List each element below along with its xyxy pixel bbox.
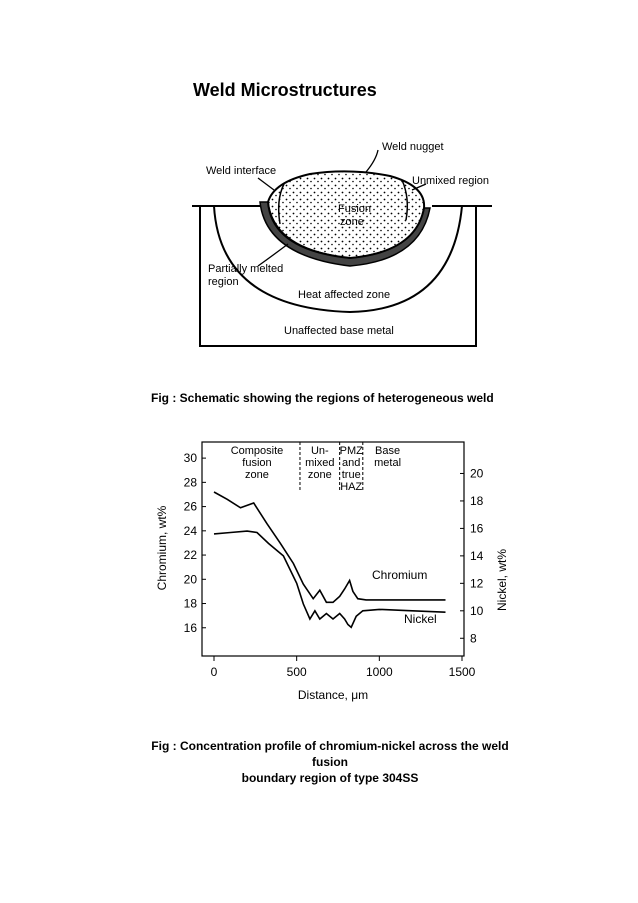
figure2-caption-line2: boundary region of type 304SS — [241, 771, 419, 785]
y-tick-label-16: 16 — [183, 620, 197, 635]
label-partially-melted: Partially melted — [208, 263, 284, 275]
label-base-metal: Unaffected base metal — [284, 325, 394, 337]
x-tick-label-500: 500 — [286, 665, 307, 679]
label-haz: Heat affected zone — [298, 289, 391, 301]
zone-label-1-2: zone — [307, 469, 332, 481]
y-tick-label-20: 20 — [183, 572, 197, 587]
y-tick-label-24: 24 — [183, 523, 197, 538]
y2-tick-label-12: 12 — [470, 576, 484, 591]
zone-label-2-1: and — [342, 457, 361, 469]
zone-label-0-1: fusion — [242, 457, 272, 469]
y2-tick-label-20: 20 — [470, 466, 484, 481]
series-line-chromium — [214, 492, 446, 602]
figure2-caption-line1: Fig : Concentration profile of chromium-nickel across the weld fusion — [151, 739, 509, 769]
zone-label-0-2: zone — [245, 469, 269, 481]
y-tick-label-22: 22 — [183, 548, 197, 563]
zone-label-3-1: metal — [374, 457, 402, 469]
y-tick-label-28: 28 — [183, 475, 197, 490]
x-tick-label-0: 0 — [210, 665, 218, 679]
y2-tick-label-10: 10 — [470, 603, 484, 618]
y2-tick-label-8: 8 — [470, 631, 477, 646]
label-weld-interface: Weld interface — [206, 165, 277, 177]
figure1-caption: Fig : Schematic showing the regions of heterogeneous weld — [151, 391, 494, 405]
zone-label-1-1: mixed — [305, 457, 335, 469]
y2-tick-label-14: 14 — [470, 548, 484, 563]
label-weld-nugget: Weld nugget — [382, 141, 444, 153]
x-tick-label-1500: 1500 — [448, 665, 476, 679]
zone-label-3-0: Base — [375, 445, 401, 457]
zone-label-2-0: PMZ — [339, 445, 363, 457]
y-tick-label-26: 26 — [183, 499, 197, 514]
y-tick-label-18: 18 — [183, 596, 197, 611]
series-label-chromium: Chromium — [372, 568, 428, 582]
figure2-caption — [140, 738, 520, 786]
y2-tick-label-16: 16 — [470, 521, 484, 536]
x-axis-label: Distance, μm — [297, 688, 369, 702]
label-unmixed-region: Unmixed region — [412, 175, 490, 187]
series-label-nickel: Nickel — [404, 612, 437, 626]
zone-label-2-3: HAZ — [340, 481, 363, 493]
concentration-chart — [140, 440, 510, 710]
zone-label-0-0: Composite — [230, 445, 284, 457]
y2-tick-label-18: 18 — [470, 493, 484, 508]
weld-schematic — [180, 128, 520, 360]
label-zone: zone — [340, 216, 364, 228]
weld-nugget-leader — [366, 150, 378, 172]
y2-axis-label: Nickel, wt% — [495, 548, 509, 612]
y-tick-label-30: 30 — [183, 451, 197, 466]
weld-interface-leader — [258, 178, 274, 190]
x-tick-label-1000: 1000 — [365, 665, 393, 679]
page-title: Weld Microstructures — [193, 80, 377, 100]
zone-label-2-2: true — [341, 469, 361, 481]
y-axis-label: Chromium, wt% — [155, 505, 169, 591]
label-fusion: Fusion — [338, 203, 372, 215]
label-region: region — [208, 276, 239, 288]
zone-label-1-0: Un- — [310, 445, 329, 457]
